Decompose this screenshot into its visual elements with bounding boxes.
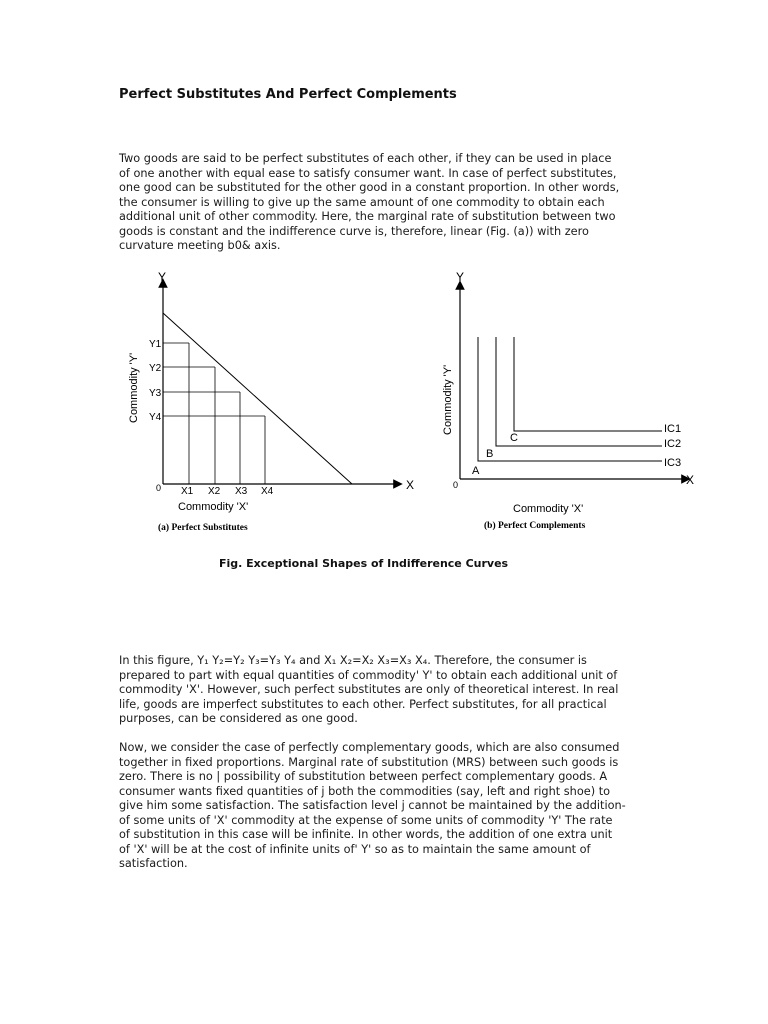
text-line: Now, we consider the case of perfectly complementary goods, which are also consumed (119, 741, 620, 754)
point-a-label: A (472, 465, 480, 477)
point-c-label: C (510, 432, 518, 444)
y-tick-4: Y4 (149, 412, 162, 423)
text-line: of some units of 'X' commodity at the expense of some units of commodity 'Y' The rate (119, 813, 613, 827)
indifference-curve-ic3 (478, 337, 662, 461)
figure-caption: Fig. Exceptional Shapes of Indifference Curves (219, 557, 509, 570)
text-line: zero. There is no | possibility of substitution between perfect complementary goods. A (119, 770, 608, 783)
y-tick-2: Y2 (149, 363, 162, 374)
text-line: purposes, can be considered as one good. (119, 712, 358, 725)
y-tick-1: Y1 (149, 339, 162, 350)
guide-lines (163, 343, 265, 484)
text-line: goods is constant and the indifference curve is, therefore, linear (Fig. (a)) with zero (119, 224, 589, 238)
text-line: together in fixed proportions. Marginal rate of substitution (MRS) between such goods is (119, 755, 619, 769)
origin-label: 0 (453, 480, 459, 490)
text-line: give him some satisfaction. The satisfaction level j cannot be maintained by the addition- (119, 799, 626, 812)
text-line: In this figure, Y₁ Y₂=Y₂ Y₃=Y₃ Y₄ and X₁ X₂=X₂ X₃=X₃ X₄. Therefore, the consumer is (119, 654, 587, 667)
text-line: additional unit of other commodity. Here, the marginal rate of substitution between two (119, 210, 616, 223)
text-line: the consumer is willing to give up the same amount of one commodity to obtain each (119, 195, 605, 209)
text-line: commodity 'X'. However, such perfect substitutes are only of theoretical interest. In real (119, 683, 619, 696)
text-line: of one another with equal ease to satisfy consumer want. In case of perfect substitutes, (119, 166, 617, 180)
figure-b-caption: (b) Perfect Complements (484, 521, 586, 531)
y-axis-title: Commodity 'Y' (442, 364, 454, 435)
figure-perfect-substitutes (120, 265, 420, 540)
indifference-line (163, 313, 352, 484)
x-axis-label: X (686, 473, 695, 487)
y-axis-label: Y (456, 270, 465, 284)
indifference-curve-ic1 (514, 337, 662, 431)
x-tick-1: X1 (181, 486, 194, 497)
curve-ic2-label: IC2 (664, 438, 682, 450)
y-axis-title: Commodity 'Y' (128, 352, 140, 423)
figure-a-caption: (a) Perfect Substitutes (158, 523, 248, 533)
paragraph-figure-explanation (119, 654, 659, 727)
x-tick-2: X2 (208, 486, 221, 497)
page-title: Perfect Substitutes And Perfect Complements (119, 87, 457, 102)
y-axis-label: Y (158, 270, 167, 284)
x-axis-title: Commodity 'X' (178, 501, 249, 513)
point-b-label: B (486, 448, 494, 460)
y-tick-3: Y3 (149, 388, 162, 399)
x-axis-label: X (406, 478, 415, 492)
curve-ic3-label: IC3 (664, 457, 682, 469)
text-line: of 'X' will be at the cost of infinite units of' Y' so as to maintain the same amount of (119, 842, 591, 856)
text-line: of substitution in this case will be infinite. In other words, the addition of one extra unit (119, 828, 613, 841)
text-line: prepared to part with equal quantities of commodity' Y' to obtain each additional unit of (119, 668, 618, 682)
origin-label: 0 (156, 483, 162, 493)
text-line: consumer wants fixed quantities of j both the commodities (say, left and right shoe) to (119, 784, 611, 798)
x-tick-3: X3 (235, 486, 248, 497)
x-axis-title: Commodity 'X' (513, 503, 584, 515)
figure-perfect-complements (430, 265, 710, 540)
text-line: satisfaction. (119, 857, 188, 870)
indifference-curve-ic2 (496, 337, 662, 446)
text-line: curvature meeting b0& axis. (119, 239, 281, 252)
text-line: one good can be substituted for the other good in a constant proportion. In other words, (119, 181, 620, 194)
text-line: life, goods are imperfect substitutes to each other. Perfect substitutes, for all practical (119, 697, 607, 711)
text-line: Two goods are said to be perfect substitutes of each other, if they can be used in place (119, 152, 612, 165)
paragraph-perfect-substitutes (119, 152, 659, 254)
x-tick-4: X4 (261, 486, 274, 497)
paragraph-perfect-complements (119, 741, 659, 872)
curve-ic1-label: IC1 (664, 423, 682, 435)
